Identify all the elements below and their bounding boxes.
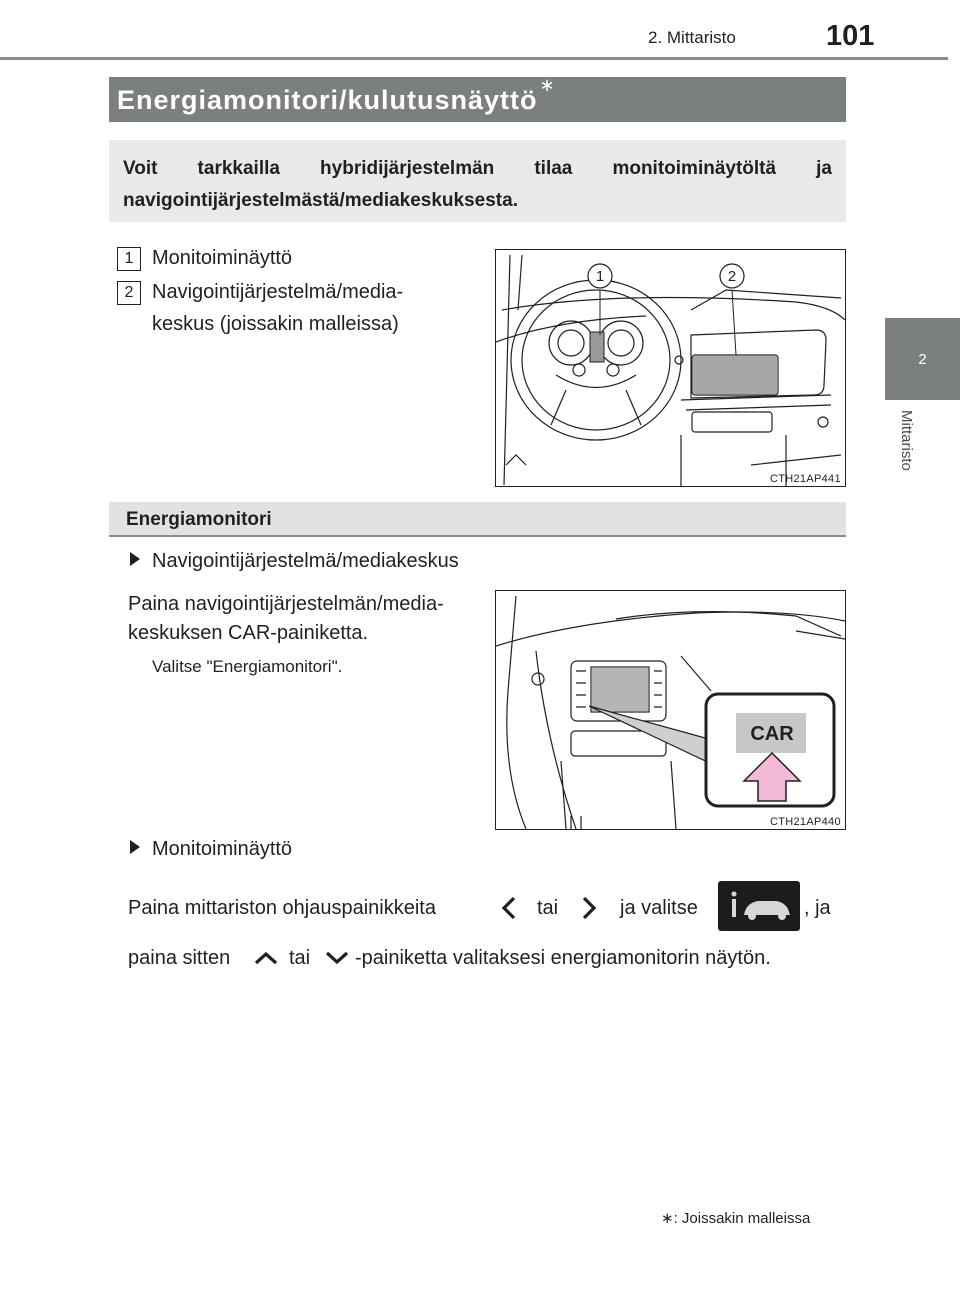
figure-dashboard bbox=[495, 249, 846, 487]
mm-line-2-end: -painiketta valitaksesi energiamonitorin näytön. bbox=[355, 947, 771, 969]
list-item-1: Monitoiminäyttö bbox=[152, 247, 293, 269]
car-button-label: CAR bbox=[750, 723, 794, 745]
chapter-number: 2 bbox=[918, 350, 927, 368]
header-rule bbox=[0, 57, 948, 60]
mm-line-2-start: paina sitten bbox=[128, 947, 231, 969]
list-number-2: 2 bbox=[117, 281, 141, 305]
figure-1-caption: CTH21AP441 bbox=[770, 473, 841, 485]
figure-car-button bbox=[495, 590, 846, 830]
footnote bbox=[661, 1209, 810, 1227]
mm-line-1-end: , ja bbox=[804, 897, 831, 919]
chevron-down-icon bbox=[324, 950, 350, 966]
chevron-left-icon bbox=[500, 896, 518, 920]
chapter-label bbox=[892, 400, 922, 500]
bullet-triangle-icon bbox=[130, 552, 140, 566]
intro-line-1: Voit tarkkailla hybridijärjestelmän tilaa monitoiminäytöltä ja bbox=[123, 158, 832, 179]
list-number-1: 1 bbox=[117, 247, 141, 271]
figure-2-caption: CTH21AP440 bbox=[770, 816, 841, 828]
page-title: Energiamonitori/kulutusnäyttö ∗ bbox=[117, 75, 556, 115]
bullet-triangle-icon bbox=[130, 840, 140, 854]
intro-line-2: navigointijärjestelmästä/mediakeskuksesta. bbox=[123, 190, 518, 211]
mm-line-1-valitse: ja valitse bbox=[620, 897, 698, 919]
bullet-navigation: Navigointijärjestelmä/mediakeskus bbox=[130, 550, 459, 573]
mm-line-2-tai: tai bbox=[289, 947, 311, 969]
nav-instruction-line-1: Paina navigointijärjestelmän/media- bbox=[128, 593, 444, 615]
callout-1-label: 1 bbox=[595, 268, 605, 285]
mm-line-1-tai: tai bbox=[537, 897, 559, 919]
nav-instruction-line-2: keskuksen CAR-painiketta. bbox=[128, 622, 369, 644]
chevron-right-icon bbox=[580, 896, 598, 920]
center-console-illustration bbox=[496, 591, 845, 829]
car-info-icon bbox=[718, 881, 800, 931]
list-item-2-line-2: keskus (joissakin malleissa) bbox=[152, 313, 399, 335]
list-item-2-line-1: Navigointijärjestelmä/media- bbox=[152, 281, 404, 303]
mm-line-1-start: Paina mittariston ohjauspainikkeita bbox=[128, 897, 436, 919]
subheading-band bbox=[109, 502, 846, 537]
callout-2-label: 2 bbox=[727, 268, 737, 285]
intro-box bbox=[109, 140, 846, 222]
page-title-band bbox=[109, 77, 846, 122]
subheading-energiamonitori: Energiamonitori bbox=[126, 509, 272, 530]
footnote-marker: ∗ bbox=[661, 1210, 674, 1227]
page-number: 101 bbox=[826, 20, 875, 52]
running-header-section: 2. Mittaristo bbox=[648, 28, 736, 47]
dashboard-illustration bbox=[496, 250, 845, 486]
asterisk-marker: ∗ bbox=[539, 75, 556, 95]
bullet-monitoiminaytto: Monitoiminäyttö bbox=[130, 838, 292, 861]
chevron-up-icon bbox=[253, 950, 279, 966]
nav-step: Valitse "Energiamonitori". bbox=[152, 657, 343, 676]
chapter-label-text: Mittaristo bbox=[898, 410, 915, 471]
footnote-text: : Joissakin malleissa bbox=[673, 1210, 811, 1227]
chapter-tab bbox=[885, 318, 960, 400]
